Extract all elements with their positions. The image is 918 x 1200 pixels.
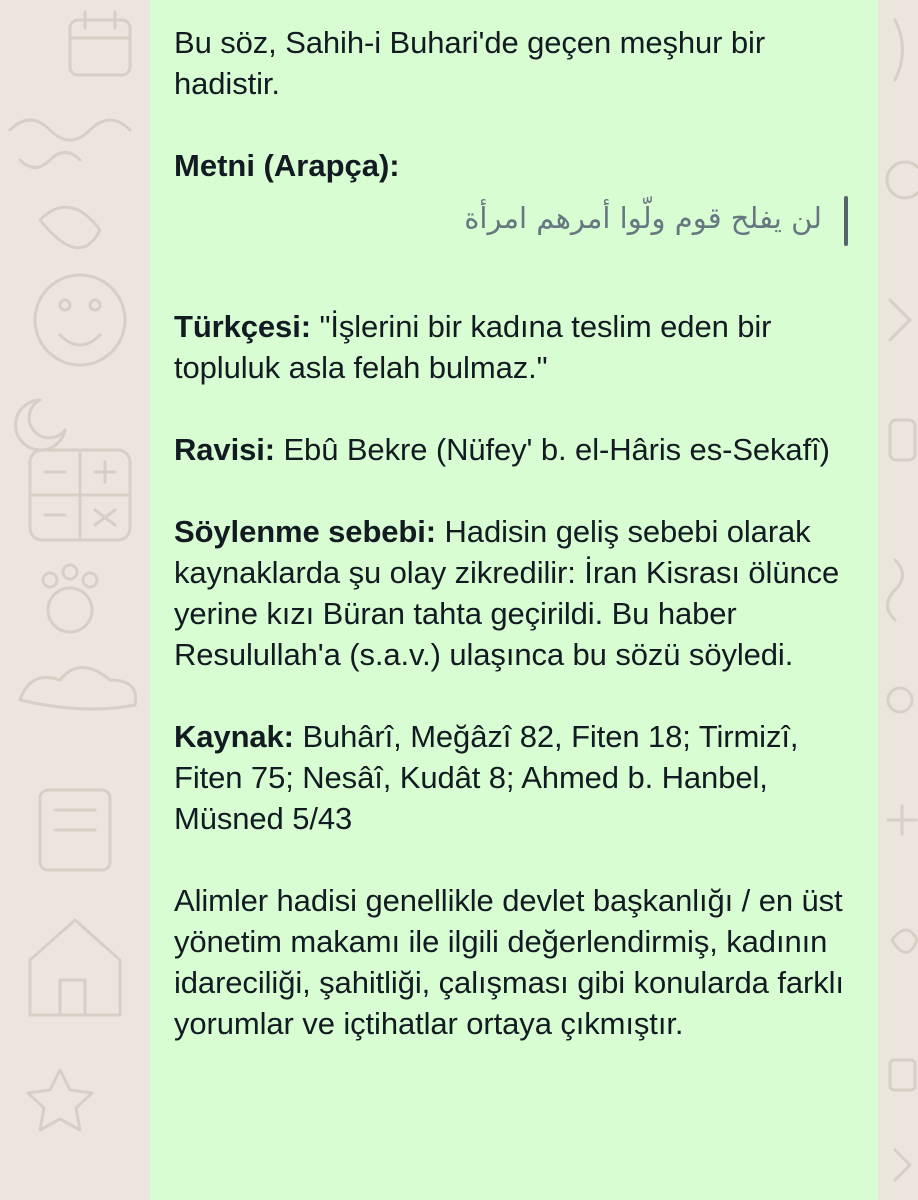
turkish-translation <box>174 306 864 388</box>
turkish-translation-label: Türkçesi: <box>174 309 311 344</box>
narrator-label: Ravisi: <box>174 432 275 467</box>
source-label: Kaynak: <box>174 719 294 754</box>
source <box>174 716 864 839</box>
occasion-label: Söylenme sebebi: <box>174 514 436 549</box>
message-bubble[interactable] <box>150 0 878 1200</box>
closing-paragraph: Alimler hadisi genellikle devlet başkanlığı / en üst yönetim makamı ile ilgili değerlendirmiş, kadının idareciliği, şahitliği, çalışması gibi konularda farklı yorumlar ve içtihatlar ortaya çıkmıştır. <box>174 883 844 1041</box>
quote-bar <box>844 196 848 246</box>
source-text: Buhârî, Meğâzî 82, Fiten 18; Tirmizî, Fiten 75; Nesâî, Kudât 8; Ahmed b. Hanbel, Müsned 5/43 <box>174 719 799 836</box>
turkish-translation-text: "İşlerini bir kadına teslim eden bir topluluk asla felah bulmaz." <box>174 309 772 385</box>
arabic-quote-block <box>174 194 858 244</box>
narrator <box>174 429 864 470</box>
arabic-text-heading: Metni (Arapça): <box>174 148 400 183</box>
message-intro: Bu söz, Sahih-i Buhari'de geçen meşhur bir hadistir. <box>174 25 766 101</box>
narrator-text: Ebû Bekre (Nüfey' b. el-Hâris es-Sekafî) <box>283 432 830 467</box>
occasion-text: Hadisin geliş sebebi olarak kaynaklarda şu olay zikredilir: İran Kisrası ölünce yerine kızı Büran tahta geçirildi. Bu haber Resulullah'a (s.a.v.) ulaşınca bu sözü söyledi. <box>174 514 840 672</box>
arabic-quote-text: لن يفلح قوم ولّوا أمرهم امرأة <box>464 201 822 235</box>
occasion <box>174 511 864 675</box>
